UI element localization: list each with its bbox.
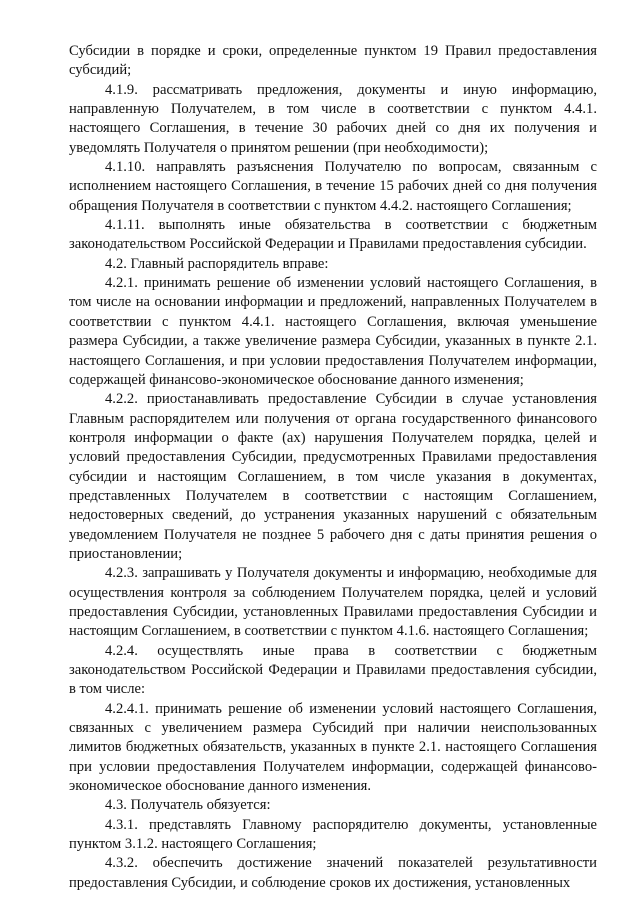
paragraph-4-1-11: 4.1.11. выполнять иные обязательства в соответствии с бюджетным законодательством Российской Федерации и Правилами предоставления субсидии. (69, 217, 597, 253)
paragraph-4-1-9: 4.1.9. рассматривать предложения, документы и иную информацию, направленную Получателем, в том числе в соответствии с пунктом 4.4.1. настоящего Соглашения, в течение 30 рабочих дней со дня их получения и уведомлять Получателя о принятом решении (при необходимости); (69, 81, 597, 156)
paragraph-4-2-1: 4.2.1. принимать решение об изменении условий настоящего Соглашения, в том числе на основании информации и предложений, направленных Получателем в соответствии с пунктом 4.4.1. настоящего Соглашения, включая уменьшение размера Субсидии, а также увеличение размера Субсидии, указанных в пункте 2.1. настоящего Соглашения, и при условии предоставления Получателем информации, содержащей финансово-экономическое обоснование данного изменения; (69, 275, 597, 388)
paragraph-4-3-heading: 4.3. Получатель обязуется: (105, 797, 271, 814)
paragraph-4-2-4: 4.2.4. осуществлять иные права в соответствии с бюджетным законодательством Российской Федерации и Правилами предоставления субсидии, в том числе: (69, 642, 597, 698)
paragraph-subsidy-terms-end: Субсидии в порядке и сроки, определенные пунктом 19 Правил предоставления субсидий; (69, 43, 597, 79)
paragraph-4-2-4-1: 4.2.4.1. принимать решение об изменении условий настоящего Соглашения, связанных с увеличением размера Субсидий при наличии неиспользованных лимитов бюджетных обязательств, указанных в пункте 2.1. настоящего Соглашения при условии предоставления Получателем информации, содержащей финансово-экономическое обоснование данного изменения. (69, 700, 597, 795)
paragraph-4-3-1: 4.3.1. представлять Главному распорядителю документы, установленные пунктом 3.1.2. настоящего Соглашения; (69, 816, 597, 853)
paragraph-4-2-3: 4.2.3. запрашивать у Получателя документы и информацию, необходимые для осуществления контроля за соблюдением Получателем порядка, целей и условий предоставления Субсидии, установленных Правилами предоставления Субсидии и настоящим Соглашением, в соответствии с пунктом 4.1.6. настоящего Соглашения; (69, 565, 597, 640)
paragraph-4-2-2: 4.2.2. приостанавливать предоставление Субсидии в случае установления Главным распорядителем или получения от органа государственного финансового контроля информации о факте (ах) нарушения Получателем порядка, целей и условий предоставления Субсидии, предусмотренных Правилами предоставления субсидии и настоящим Соглашением, в том числе указания в документах, представленных Получателем в соответствии с настоящим Соглашением, недостоверных сведений, до устранения указанных нарушений с обязательным уведомлением Получателя не позднее 5 рабочего дня с даты принятия решения о приостановлении; (69, 391, 597, 562)
document-body (69, 42, 597, 893)
paragraph-4-1-10: 4.1.10. направлять разъяснения Получателю по вопросам, связанным с исполнением настоящего Соглашения, в течение 15 рабочих дней со дня получения обращения Получателя в соответствии с пунктом 4.4.2. настоящего Соглашения; (69, 159, 597, 214)
paragraph-4-2-heading: 4.2. Главный распорядитель вправе: (105, 255, 329, 272)
paragraph-4-3-2: 4.3.2. обеспечить достижение значений показателей результативности предоставления Субсидии, и соблюдение сроков их достижения, установленных (69, 855, 597, 891)
